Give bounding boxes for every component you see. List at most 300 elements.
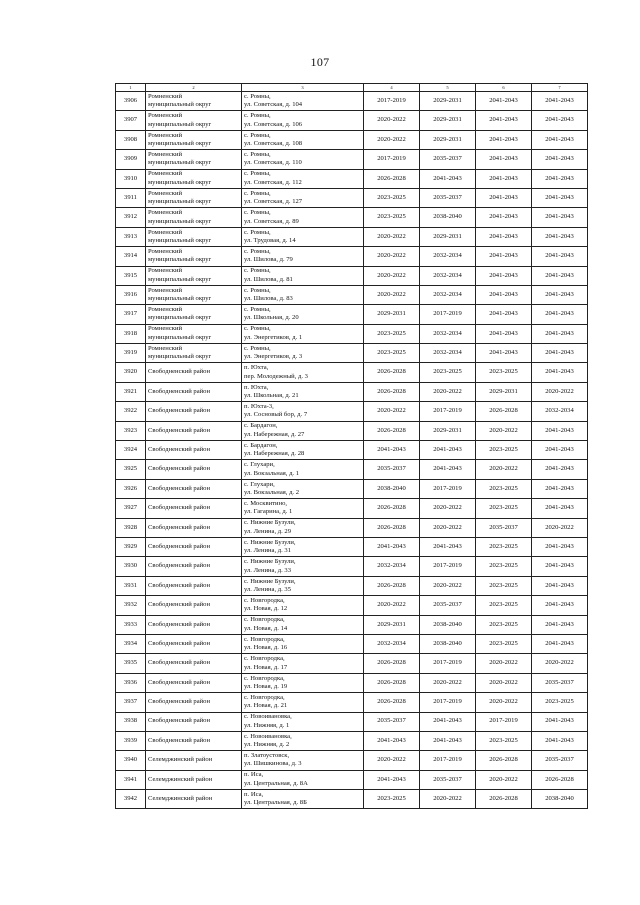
municipality-cell-line: Свободненский район bbox=[148, 465, 210, 473]
period-cell: 2023-2025 bbox=[476, 596, 532, 615]
address-cell-line: пер. Молодежный, д. 3 bbox=[244, 372, 308, 380]
period-cell: 2041-2043 bbox=[476, 169, 532, 188]
period-cell: 2041-2043 bbox=[476, 305, 532, 324]
table-row bbox=[116, 634, 588, 653]
period-cell: 2029-2031 bbox=[364, 305, 420, 324]
table-row bbox=[116, 305, 588, 324]
address-cell bbox=[242, 460, 364, 479]
table-row bbox=[116, 247, 588, 266]
table-row bbox=[116, 382, 588, 401]
period-cell: 2020-2022 bbox=[476, 770, 532, 789]
municipality-cell-line: Ромненский bbox=[148, 247, 183, 255]
municipality-cell bbox=[146, 111, 242, 130]
row-number-cell: 3942 bbox=[116, 790, 146, 809]
period-cell: 2023-2025 bbox=[476, 576, 532, 595]
municipality-cell-line: Свободненский район bbox=[148, 426, 210, 434]
address-cell-line: ул. Сосновый бор, д. 7 bbox=[244, 411, 308, 419]
address-cell bbox=[242, 188, 364, 207]
table-row bbox=[116, 344, 588, 363]
period-cell: 2026-2028 bbox=[364, 576, 420, 595]
table-row bbox=[116, 111, 588, 130]
period-cell: 2032-2034 bbox=[420, 344, 476, 363]
column-number-header: 1 bbox=[116, 84, 146, 92]
address-cell-line: с. Новгородка, bbox=[244, 655, 285, 663]
municipality-cell-line: Свободненский район bbox=[148, 620, 210, 628]
period-cell: 2029-2031 bbox=[420, 111, 476, 130]
period-cell: 2023-2025 bbox=[476, 634, 532, 653]
period-cell: 2035-2037 bbox=[532, 751, 588, 770]
period-cell: 2041-2043 bbox=[420, 712, 476, 731]
address-cell-line: с. Ромны, bbox=[244, 228, 271, 236]
period-cell: 2029-2031 bbox=[420, 227, 476, 246]
municipality-cell-line: Свободненский район bbox=[148, 407, 210, 415]
column-number-header: 2 bbox=[146, 84, 242, 92]
table-body bbox=[116, 92, 588, 809]
period-cell: 2041-2043 bbox=[476, 150, 532, 169]
overhaul-schedule-table bbox=[115, 83, 588, 809]
column-number-header: 5 bbox=[420, 84, 476, 92]
period-cell: 2041-2043 bbox=[420, 169, 476, 188]
period-cell: 2017-2019 bbox=[420, 479, 476, 498]
period-cell: 2023-2025 bbox=[364, 208, 420, 227]
period-cell: 2023-2025 bbox=[476, 615, 532, 634]
municipality-cell-line: Селемджинский район bbox=[148, 775, 213, 783]
address-cell bbox=[242, 557, 364, 576]
period-cell: 2020-2022 bbox=[364, 130, 420, 149]
address-cell bbox=[242, 751, 364, 770]
period-cell: 2041-2043 bbox=[532, 247, 588, 266]
row-number-cell: 3913 bbox=[116, 227, 146, 246]
row-number-cell: 3938 bbox=[116, 712, 146, 731]
period-cell: 2041-2043 bbox=[476, 266, 532, 285]
municipality-cell bbox=[146, 518, 242, 537]
address-cell-line: с. Ромны, bbox=[244, 344, 271, 352]
period-cell: 2041-2043 bbox=[532, 266, 588, 285]
period-cell: 2032-2034 bbox=[420, 324, 476, 343]
period-cell: 2041-2043 bbox=[476, 324, 532, 343]
row-number-cell: 3916 bbox=[116, 285, 146, 304]
period-cell: 2041-2043 bbox=[532, 227, 588, 246]
municipality-cell-line: муниципальный округ bbox=[148, 217, 212, 225]
address-cell-line: ул. Трудовая, д. 14 bbox=[244, 236, 296, 244]
table-row bbox=[116, 208, 588, 227]
municipality-cell-line: Свободненский район bbox=[148, 504, 210, 512]
table-row bbox=[116, 654, 588, 673]
table-row bbox=[116, 673, 588, 692]
address-cell bbox=[242, 421, 364, 440]
address-cell bbox=[242, 285, 364, 304]
municipality-cell-line: Свободненский район bbox=[148, 639, 210, 647]
municipality-cell-line: Ромненский bbox=[148, 286, 183, 294]
period-cell: 2041-2043 bbox=[532, 150, 588, 169]
period-cell: 2041-2043 bbox=[532, 634, 588, 653]
table-row bbox=[116, 731, 588, 750]
address-cell-line: ул. Советская, д. 89 bbox=[244, 217, 299, 225]
municipality-cell bbox=[146, 693, 242, 712]
municipality-cell bbox=[146, 615, 242, 634]
municipality-cell-line: муниципальный округ bbox=[148, 101, 212, 109]
period-cell: 2041-2043 bbox=[532, 421, 588, 440]
municipality-cell bbox=[146, 130, 242, 149]
row-number-cell: 3909 bbox=[116, 150, 146, 169]
period-cell: 2017-2019 bbox=[420, 557, 476, 576]
period-cell: 2041-2043 bbox=[476, 227, 532, 246]
municipality-cell-line: Ромненский bbox=[148, 267, 183, 275]
municipality-cell bbox=[146, 150, 242, 169]
address-cell bbox=[242, 770, 364, 789]
period-cell: 2041-2043 bbox=[532, 499, 588, 518]
period-cell: 2041-2043 bbox=[532, 344, 588, 363]
municipality-cell bbox=[146, 441, 242, 460]
period-cell: 2023-2025 bbox=[476, 363, 532, 382]
address-cell bbox=[242, 402, 364, 421]
address-cell-line: с. Ромны, bbox=[244, 286, 271, 294]
table-row bbox=[116, 169, 588, 188]
municipality-cell bbox=[146, 654, 242, 673]
period-cell: 2023-2025 bbox=[476, 731, 532, 750]
address-cell-line: ул. Советская, д. 127 bbox=[244, 198, 303, 206]
period-cell: 2026-2028 bbox=[364, 421, 420, 440]
table-row bbox=[116, 441, 588, 460]
address-cell-line: с. Новгородка, bbox=[244, 616, 285, 624]
address-cell-line: с. Ромны, bbox=[244, 209, 271, 217]
table-row bbox=[116, 770, 588, 789]
municipality-cell-line: Свободненский район bbox=[148, 717, 210, 725]
address-cell-line: с. Ромны, bbox=[244, 247, 271, 255]
row-number-cell: 3940 bbox=[116, 751, 146, 770]
period-cell: 2026-2028 bbox=[476, 402, 532, 421]
municipality-cell bbox=[146, 790, 242, 809]
municipality-cell-line: Ромненский bbox=[148, 131, 183, 139]
period-cell: 2035-2037 bbox=[420, 188, 476, 207]
period-cell: 2041-2043 bbox=[476, 111, 532, 130]
period-cell: 2035-2037 bbox=[364, 460, 420, 479]
address-cell bbox=[242, 596, 364, 615]
municipality-cell-line: Свободненский район bbox=[148, 562, 210, 570]
address-cell bbox=[242, 673, 364, 692]
period-cell: 2035-2037 bbox=[364, 712, 420, 731]
period-cell: 2041-2043 bbox=[532, 557, 588, 576]
period-cell: 2020-2022 bbox=[420, 576, 476, 595]
period-cell: 2038-2040 bbox=[420, 634, 476, 653]
period-cell: 2020-2022 bbox=[476, 693, 532, 712]
address-cell-line: ул. Вокзальная, д. 2 bbox=[244, 489, 300, 496]
table-row bbox=[116, 479, 588, 498]
table-row bbox=[116, 576, 588, 595]
table-row bbox=[116, 92, 588, 111]
address-cell-line: ул. Ленина, д. 33 bbox=[244, 566, 292, 574]
period-cell: 2020-2022 bbox=[364, 227, 420, 246]
address-cell-line: с. Ромны, bbox=[244, 306, 271, 314]
period-cell: 2017-2019 bbox=[420, 751, 476, 770]
address-cell bbox=[242, 537, 364, 556]
period-cell: 2029-2031 bbox=[420, 421, 476, 440]
period-cell: 2038-2040 bbox=[532, 790, 588, 809]
period-cell: 2023-2025 bbox=[364, 344, 420, 363]
municipality-cell bbox=[146, 285, 242, 304]
period-cell: 2020-2022 bbox=[364, 111, 420, 130]
municipality-cell bbox=[146, 731, 242, 750]
address-cell bbox=[242, 654, 364, 673]
address-cell-line: с. Ромны, bbox=[244, 150, 271, 158]
period-cell: 2041-2043 bbox=[532, 712, 588, 731]
table-row bbox=[116, 130, 588, 149]
address-cell bbox=[242, 344, 364, 363]
address-cell-line: ул. Советская, д. 108 bbox=[244, 139, 303, 147]
address-cell bbox=[242, 150, 364, 169]
municipality-cell bbox=[146, 344, 242, 363]
address-cell bbox=[242, 634, 364, 653]
period-cell: 2023-2025 bbox=[476, 441, 532, 460]
period-cell: 2026-2028 bbox=[364, 499, 420, 518]
municipality-cell bbox=[146, 673, 242, 692]
period-cell: 2041-2043 bbox=[420, 460, 476, 479]
municipality-cell bbox=[146, 421, 242, 440]
address-cell-line: с. Новгородка, bbox=[244, 596, 285, 604]
address-cell-line: с. Новгородка, bbox=[244, 674, 285, 682]
period-cell: 2026-2028 bbox=[364, 518, 420, 537]
municipality-cell-line: Свободненский район bbox=[148, 601, 210, 609]
municipality-cell-line: Ромненский bbox=[148, 228, 183, 236]
period-cell: 2023-2025 bbox=[364, 188, 420, 207]
municipality-cell-line: Ромненский bbox=[148, 209, 183, 217]
address-cell bbox=[242, 441, 364, 460]
period-cell: 2020-2022 bbox=[476, 654, 532, 673]
address-cell-line: с. Ромны, bbox=[244, 325, 271, 333]
period-cell: 2020-2022 bbox=[364, 247, 420, 266]
table-row bbox=[116, 150, 588, 169]
row-number-cell: 3934 bbox=[116, 634, 146, 653]
address-cell bbox=[242, 693, 364, 712]
period-cell: 2020-2022 bbox=[420, 673, 476, 692]
table-row bbox=[116, 790, 588, 809]
table-row bbox=[116, 188, 588, 207]
municipality-cell-line: Селемджинский район bbox=[148, 756, 213, 764]
municipality-cell-line: муниципальный округ bbox=[148, 295, 212, 303]
row-number-cell: 3918 bbox=[116, 324, 146, 343]
period-cell: 2020-2022 bbox=[420, 790, 476, 809]
period-cell: 2032-2034 bbox=[364, 634, 420, 653]
table-row bbox=[116, 402, 588, 421]
period-cell: 2041-2043 bbox=[532, 479, 588, 498]
municipality-cell bbox=[146, 499, 242, 518]
row-number-cell: 3935 bbox=[116, 654, 146, 673]
municipality-cell bbox=[146, 576, 242, 595]
address-cell-line: ул. Энергетиков, д. 1 bbox=[244, 333, 303, 341]
row-number-cell: 3926 bbox=[116, 479, 146, 498]
period-cell: 2029-2031 bbox=[420, 130, 476, 149]
period-cell: 2041-2043 bbox=[532, 169, 588, 188]
period-cell: 2035-2037 bbox=[420, 596, 476, 615]
address-cell-line: ул. Новая, д. 21 bbox=[244, 702, 288, 710]
municipality-cell-line: Ромненский bbox=[148, 112, 183, 120]
period-cell: 2041-2043 bbox=[364, 441, 420, 460]
address-cell-line: ул. Шилова, д. 83 bbox=[244, 295, 293, 303]
period-cell: 2041-2043 bbox=[364, 537, 420, 556]
period-cell: 2020-2022 bbox=[364, 596, 420, 615]
address-cell-line: п. Юхта, bbox=[244, 383, 269, 391]
municipality-cell-line: Ромненский bbox=[148, 189, 183, 197]
period-cell: 2041-2043 bbox=[532, 441, 588, 460]
address-cell-line: с. Нижние Бузули, bbox=[244, 558, 296, 566]
address-cell bbox=[242, 790, 364, 809]
row-number-cell: 3939 bbox=[116, 731, 146, 750]
row-number-cell: 3933 bbox=[116, 615, 146, 634]
address-cell-line: с. Нижние Бузули, bbox=[244, 577, 296, 585]
municipality-cell-line: Ромненский bbox=[148, 150, 183, 158]
period-cell: 2023-2025 bbox=[476, 537, 532, 556]
period-cell: 2023-2025 bbox=[420, 363, 476, 382]
address-cell bbox=[242, 169, 364, 188]
period-cell: 2041-2043 bbox=[420, 731, 476, 750]
address-cell-line: с. Ромны, bbox=[244, 112, 271, 120]
row-number-cell: 3922 bbox=[116, 402, 146, 421]
address-cell bbox=[242, 518, 364, 537]
table-row bbox=[116, 693, 588, 712]
address-cell-line: ул. Новая, д. 14 bbox=[244, 624, 288, 632]
address-cell bbox=[242, 382, 364, 401]
row-number-cell: 3930 bbox=[116, 557, 146, 576]
municipality-cell-line: Свободненский район bbox=[148, 736, 210, 744]
column-number-row bbox=[116, 84, 588, 92]
period-cell: 2020-2022 bbox=[364, 751, 420, 770]
address-cell-line: ул. Ленина, д. 31 bbox=[244, 547, 292, 555]
period-cell: 2020-2022 bbox=[420, 518, 476, 537]
row-number-cell: 3911 bbox=[116, 188, 146, 207]
table-row bbox=[116, 460, 588, 479]
row-number-cell: 3941 bbox=[116, 770, 146, 789]
address-cell-line: п. Иса, bbox=[244, 771, 264, 779]
row-number-cell: 3929 bbox=[116, 537, 146, 556]
municipality-cell-line: Селемджинский район bbox=[148, 795, 213, 803]
address-cell-line: п. Иса, bbox=[244, 790, 264, 798]
table-row bbox=[116, 751, 588, 770]
address-cell-line: ул. Советская, д. 112 bbox=[244, 178, 302, 186]
municipality-cell-line: Ромненский bbox=[148, 344, 183, 352]
period-cell: 2041-2043 bbox=[364, 731, 420, 750]
period-cell: 2017-2019 bbox=[420, 402, 476, 421]
address-cell bbox=[242, 247, 364, 266]
column-number-header: 3 bbox=[242, 84, 364, 92]
address-cell-line: с. Нижние Бузули, bbox=[244, 538, 296, 546]
row-number-cell: 3910 bbox=[116, 169, 146, 188]
period-cell: 2029-2031 bbox=[476, 382, 532, 401]
address-cell-line: ул. Вокзальная, д. 1 bbox=[244, 469, 300, 477]
address-cell-line: ул. Новая, д. 17 bbox=[244, 663, 288, 671]
address-cell-line: с. Новоивановка, bbox=[244, 713, 292, 721]
address-cell-line: ул. Нижняя, д. 1 bbox=[244, 721, 290, 729]
period-cell: 2020-2022 bbox=[476, 421, 532, 440]
municipality-cell-line: Свободненский район bbox=[148, 368, 210, 376]
table-row bbox=[116, 537, 588, 556]
period-cell: 2035-2037 bbox=[420, 150, 476, 169]
address-cell bbox=[242, 305, 364, 324]
municipality-cell bbox=[146, 537, 242, 556]
municipality-cell bbox=[146, 188, 242, 207]
municipality-cell-line: Свободненский район bbox=[148, 484, 210, 492]
period-cell: 2026-2028 bbox=[364, 382, 420, 401]
row-number-cell: 3906 bbox=[116, 92, 146, 111]
address-cell-line: ул. Новая, д. 19 bbox=[244, 682, 288, 690]
address-cell bbox=[242, 499, 364, 518]
address-cell-line: ул. Гагарина, д. 1 bbox=[244, 508, 293, 516]
period-cell: 2041-2043 bbox=[532, 363, 588, 382]
row-number-cell: 3915 bbox=[116, 266, 146, 285]
municipality-cell-line: Свободненский район bbox=[148, 542, 210, 550]
period-cell: 2041-2043 bbox=[420, 441, 476, 460]
address-cell-line: ул. Советская, д. 104 bbox=[244, 101, 303, 109]
municipality-cell bbox=[146, 266, 242, 285]
address-cell-line: с. Бардагон, bbox=[244, 422, 278, 430]
municipality-cell-line: муниципальный округ bbox=[148, 159, 212, 167]
municipality-cell-line: муниципальный округ bbox=[148, 275, 212, 283]
address-cell-line: с. Ромны, bbox=[244, 189, 271, 197]
address-cell-line: с. Глухари, bbox=[244, 461, 275, 469]
municipality-cell bbox=[146, 247, 242, 266]
address-cell bbox=[242, 363, 364, 382]
period-cell: 2032-2034 bbox=[420, 285, 476, 304]
municipality-cell bbox=[146, 305, 242, 324]
municipality-cell bbox=[146, 751, 242, 770]
period-cell: 2041-2043 bbox=[532, 111, 588, 130]
address-cell-line: п. Юхта, bbox=[244, 364, 269, 372]
column-number-header: 4 bbox=[364, 84, 420, 92]
municipality-cell-line: Свободненский район bbox=[148, 581, 210, 589]
period-cell: 2023-2025 bbox=[364, 324, 420, 343]
address-cell bbox=[242, 130, 364, 149]
period-cell: 2020-2022 bbox=[532, 654, 588, 673]
period-cell: 2041-2043 bbox=[532, 188, 588, 207]
municipality-cell-line: Свободненский район bbox=[148, 446, 210, 454]
municipality-cell-line: муниципальный округ bbox=[148, 333, 212, 341]
period-cell: 2026-2028 bbox=[364, 673, 420, 692]
address-cell-line: ул. Центральная, д. 8Б bbox=[244, 799, 307, 807]
municipality-cell bbox=[146, 479, 242, 498]
municipality-cell-line: Свободненский район bbox=[148, 698, 210, 706]
period-cell: 2020-2022 bbox=[364, 266, 420, 285]
address-cell-line: с. Ромны, bbox=[244, 131, 271, 139]
municipality-cell bbox=[146, 712, 242, 731]
period-cell: 2041-2043 bbox=[532, 596, 588, 615]
address-cell-line: ул. Ленина, д. 29 bbox=[244, 527, 292, 535]
period-cell: 2017-2019 bbox=[420, 305, 476, 324]
municipality-cell-line: муниципальный округ bbox=[148, 178, 212, 186]
row-number-cell: 3937 bbox=[116, 693, 146, 712]
period-cell: 2041-2043 bbox=[476, 208, 532, 227]
period-cell: 2017-2019 bbox=[420, 654, 476, 673]
period-cell: 2020-2022 bbox=[532, 518, 588, 537]
municipality-cell-line: муниципальный округ bbox=[148, 256, 212, 264]
address-cell-line: с. Ромны, bbox=[244, 170, 271, 178]
address-cell-line: с. Ромны, bbox=[244, 267, 271, 275]
address-cell-line: с. Нижние Бузули, bbox=[244, 519, 296, 527]
table-row bbox=[116, 421, 588, 440]
table-row bbox=[116, 266, 588, 285]
period-cell: 2026-2028 bbox=[364, 693, 420, 712]
address-cell-line: ул. Школьная, д. 20 bbox=[244, 314, 299, 322]
address-cell bbox=[242, 576, 364, 595]
period-cell: 2026-2028 bbox=[476, 751, 532, 770]
period-cell: 2023-2025 bbox=[476, 499, 532, 518]
address-cell bbox=[242, 227, 364, 246]
address-cell bbox=[242, 615, 364, 634]
page-number: 107 bbox=[310, 55, 330, 69]
table-row bbox=[116, 363, 588, 382]
address-cell-line: ул. Шишкинова, д. 3 bbox=[244, 760, 302, 768]
period-cell: 2017-2019 bbox=[420, 693, 476, 712]
address-cell-line: ул. Шилова, д. 79 bbox=[244, 256, 293, 264]
row-number-cell: 3914 bbox=[116, 247, 146, 266]
